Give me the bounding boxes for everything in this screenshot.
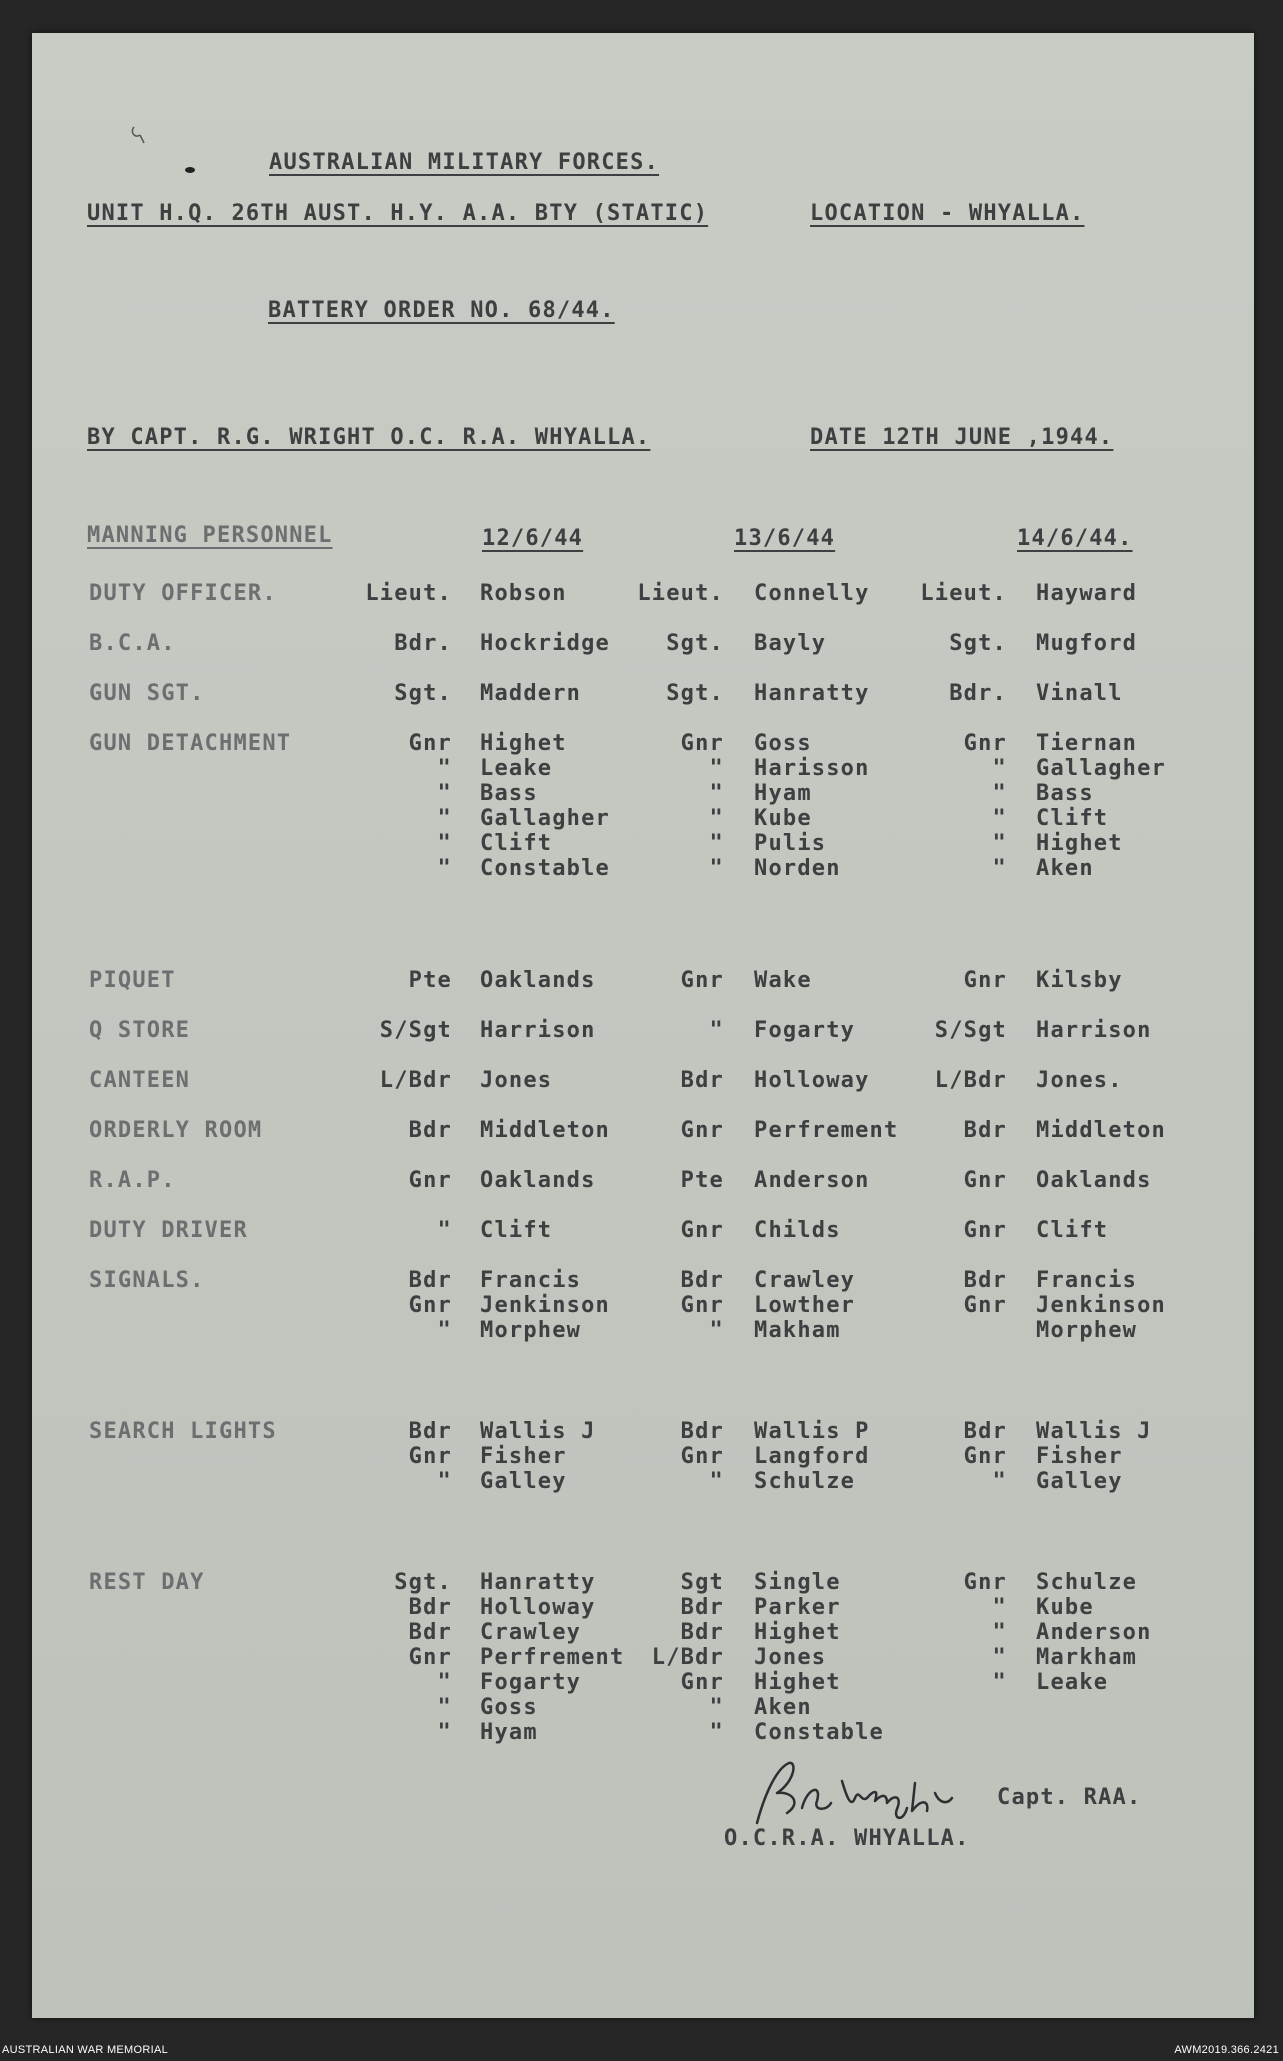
name-cell: Morphew [1036,1318,1138,1343]
rank-cell: Gnr [408,1293,452,1318]
name-cell: Markham [1036,1645,1138,1670]
rank-cell: Gnr [963,1218,1007,1243]
name-cell: Tiernan [1036,731,1138,756]
rank-cell: Sgt. [394,681,452,706]
rank-cell: Gnr [963,1570,1007,1595]
name-cell: Hanratty [480,1570,596,1595]
rank-cell: S/Sgt [934,1018,1007,1043]
rank-cell: L/Bdr [651,1645,724,1670]
name-cell: Kube [1036,1595,1094,1620]
name-cell: Francis [1036,1268,1138,1293]
name-cell: Morphew [480,1318,582,1343]
signatory-rank: Capt. RAA. [997,1785,1142,1810]
issued-by-line: BY CAPT. R.G. WRIGHT O.C. R.A. WHYALLA. [87,425,651,450]
rank-cell: " [992,756,1007,781]
name-cell: Fogarty [480,1670,582,1695]
rank-cell: Sgt. [666,681,724,706]
name-cell: Anderson [1036,1620,1152,1645]
name-cell: Aken [754,1695,812,1720]
name-cell: Jenkinson [1036,1293,1167,1318]
name-cell: Parker [754,1595,841,1620]
rank-cell: Bdr [408,1419,452,1444]
name-cell: Fogarty [754,1018,856,1043]
rank-cell: " [992,1620,1007,1645]
location-line: LOCATION - WHYALLA. [810,201,1085,226]
section-label: DUTY OFFICER. [89,581,277,606]
name-cell: Perfrement [480,1645,625,1670]
rank-cell: " [709,831,724,856]
name-cell: Galley [1036,1469,1123,1494]
name-cell: Wallis P [754,1419,870,1444]
name-cell: Harrison [480,1018,596,1043]
rank-cell: Lieut. [365,581,452,606]
section-label: CANTEEN [89,1068,191,1093]
name-cell: Harisson [754,756,870,781]
name-cell: Mugford [1036,631,1138,656]
name-cell: Bayly [754,631,827,656]
rank-cell: Sgt. [394,1570,452,1595]
date-column-3: 14/6/44. [1017,526,1133,551]
name-cell: Kube [754,806,812,831]
rank-cell: Bdr [408,1118,452,1143]
rank-cell: Gnr [680,731,724,756]
name-cell: Gallagher [1036,756,1167,781]
name-cell: Goss [480,1695,538,1720]
manning-personnel-heading: MANNING PERSONNEL [87,523,333,548]
name-cell: Schulze [754,1469,856,1494]
name-cell: Hyam [480,1720,538,1745]
document-title: AUSTRALIAN MILITARY FORCES. [269,150,660,175]
rank-cell: Gnr [408,1444,452,1469]
rank-cell: " [437,1720,452,1745]
name-cell: Childs [754,1218,841,1243]
name-cell: Connelly [754,581,870,606]
rank-cell: " [709,806,724,831]
section-label: Q STORE [89,1018,191,1043]
rank-cell: Bdr [408,1268,452,1293]
section-label: REST DAY [89,1570,205,1595]
name-cell: Francis [480,1268,582,1293]
rank-cell: " [992,781,1007,806]
rank-cell: Gnr [680,1293,724,1318]
rank-cell: " [709,756,724,781]
name-cell: Gallagher [480,806,611,831]
rank-cell: " [709,1720,724,1745]
unit-line: UNIT H.Q. 26TH AUST. H.Y. A.A. BTY (STATIC) [87,201,709,226]
rank-cell: Lieut. [637,581,724,606]
rank-cell: " [709,856,724,881]
pencil-mark-icon [126,113,166,153]
rank-cell: " [709,1018,724,1043]
rank-cell: " [709,1318,724,1343]
section-label: SIGNALS. [89,1268,205,1293]
name-cell: Jones [754,1645,827,1670]
section-label: SEARCH LIGHTS [89,1419,277,1444]
name-cell: Highet [754,1620,841,1645]
rank-cell: Gnr [680,1218,724,1243]
name-cell: Pulis [754,831,827,856]
section-label: ORDERLY ROOM [89,1118,263,1143]
name-cell: Wallis J [480,1419,596,1444]
name-cell: Jenkinson [480,1293,611,1318]
name-cell: Hayward [1036,581,1138,606]
rank-cell: Lieut. [920,581,1007,606]
name-cell: Kilsby [1036,968,1123,993]
name-cell: Middleton [480,1118,611,1143]
document-page [32,33,1254,2018]
rank-cell: " [437,1218,452,1243]
rank-cell: " [992,1469,1007,1494]
name-cell: Constable [480,856,611,881]
name-cell: Oaklands [480,1168,596,1193]
name-cell: Goss [754,731,812,756]
name-cell: Anderson [754,1168,870,1193]
rank-cell: Bdr [680,1068,724,1093]
name-cell: Vinall [1036,681,1123,706]
section-label: B.C.A. [89,631,176,656]
name-cell: Lowther [754,1293,856,1318]
name-cell: Hanratty [754,681,870,706]
rank-cell: Bdr. [949,681,1007,706]
rank-cell: Bdr [680,1595,724,1620]
name-cell: Clift [1036,1218,1109,1243]
name-cell: Single [754,1570,841,1595]
name-cell: Oaklands [1036,1168,1152,1193]
rank-cell: " [992,806,1007,831]
name-cell: Middleton [1036,1118,1167,1143]
rank-cell: Bdr [680,1268,724,1293]
rank-cell: " [992,1645,1007,1670]
rank-cell: Gnr [680,968,724,993]
rank-cell: " [992,831,1007,856]
name-cell: Perfrement [754,1118,899,1143]
name-cell: Crawley [754,1268,856,1293]
name-cell: Jones [480,1068,553,1093]
footer-right: AWM2019.366.2421 [1174,2044,1279,2056]
name-cell: Robson [480,581,567,606]
name-cell: Norden [754,856,841,881]
name-cell: Highet [480,731,567,756]
rank-cell: " [437,806,452,831]
name-cell: Hyam [754,781,812,806]
rank-cell: Pte [408,968,452,993]
rank-cell: " [992,856,1007,881]
rank-cell: Gnr [963,1293,1007,1318]
rank-cell: Pte [680,1168,724,1193]
rank-cell: " [437,1670,452,1695]
rank-cell: " [437,831,452,856]
handwritten-signature [747,1753,997,1828]
rank-cell: " [992,1670,1007,1695]
rank-cell: Gnr [963,968,1007,993]
date-column-2: 13/6/44 [734,526,836,551]
name-cell: Bass [1036,781,1094,806]
name-cell: Holloway [480,1595,596,1620]
name-cell: Wake [754,968,812,993]
rank-cell: Bdr [408,1620,452,1645]
rank-cell: Bdr [963,1419,1007,1444]
rank-cell: Bdr [963,1118,1007,1143]
name-cell: Crawley [480,1620,582,1645]
signatory-title: O.C.R.A. WHYALLA. [724,1826,970,1851]
name-cell: Jones. [1036,1068,1123,1093]
rank-cell: " [437,1695,452,1720]
name-cell: Constable [754,1720,885,1745]
signature-name [762,1733,763,1758]
rank-cell: Gnr [963,1444,1007,1469]
signature [747,1753,997,1832]
rank-cell: " [709,1695,724,1720]
rank-cell: Bdr [963,1268,1007,1293]
section-label: PIQUET [89,968,176,993]
name-cell: Fisher [480,1444,567,1469]
name-cell: Oaklands [480,968,596,993]
name-cell: Clift [1036,806,1109,831]
rank-cell: " [709,781,724,806]
rank-cell: Gnr [408,1168,452,1193]
name-cell: Makham [754,1318,841,1343]
rank-cell: Sgt. [949,631,1007,656]
rank-cell: Gnr [963,1168,1007,1193]
name-cell: Holloway [754,1068,870,1093]
rank-cell: Gnr [680,1118,724,1143]
ink-dot-icon [182,161,202,181]
name-cell: Fisher [1036,1444,1123,1469]
rank-cell: " [437,1469,452,1494]
footer-left: AUSTRALIAN WAR MEMORIAL [2,2044,169,2056]
rank-cell: " [437,856,452,881]
battery-order-number: BATTERY ORDER NO. 68/44. [268,298,615,323]
rank-cell: Gnr [408,731,452,756]
rank-cell: Gnr [963,731,1007,756]
name-cell: Hockridge [480,631,611,656]
rank-cell: Gnr [680,1670,724,1695]
name-cell: Aken [1036,856,1094,881]
name-cell: Clift [480,831,553,856]
name-cell: Clift [480,1218,553,1243]
name-cell: Leake [480,756,553,781]
rank-cell: Sgt. [666,631,724,656]
rank-cell: Sgt [680,1570,724,1595]
rank-cell: Bdr [408,1595,452,1620]
rank-cell: Bdr [680,1419,724,1444]
name-cell: Galley [480,1469,567,1494]
name-cell: Langford [754,1444,870,1469]
name-cell: Maddern [480,681,582,706]
order-date: DATE 12TH JUNE ,1944. [810,425,1114,450]
rank-cell: L/Bdr [379,1068,452,1093]
rank-cell: " [709,1469,724,1494]
rank-cell: Gnr [680,1444,724,1469]
rank-cell: Bdr. [394,631,452,656]
section-label: R.A.P. [89,1168,176,1193]
name-cell: Schulze [1036,1570,1138,1595]
name-cell: Leake [1036,1670,1109,1695]
section-label: GUN SGT. [89,681,205,706]
rank-cell: " [437,781,452,806]
name-cell: Wallis J [1036,1419,1152,1444]
rank-cell: " [437,756,452,781]
date-column-1: 12/6/44 [482,526,584,551]
section-label: DUTY DRIVER [89,1218,248,1243]
section-label: GUN DETACHMENT [89,731,292,756]
rank-cell: S/Sgt [379,1018,452,1043]
name-cell: Harrison [1036,1018,1152,1043]
rank-cell: " [437,1318,452,1343]
name-cell: Bass [480,781,538,806]
name-cell: Highet [1036,831,1123,856]
rank-cell: Bdr [680,1620,724,1645]
name-cell: Highet [754,1670,841,1695]
rank-cell: L/Bdr [934,1068,1007,1093]
rank-cell: Gnr [408,1645,452,1670]
rank-cell: " [992,1595,1007,1620]
